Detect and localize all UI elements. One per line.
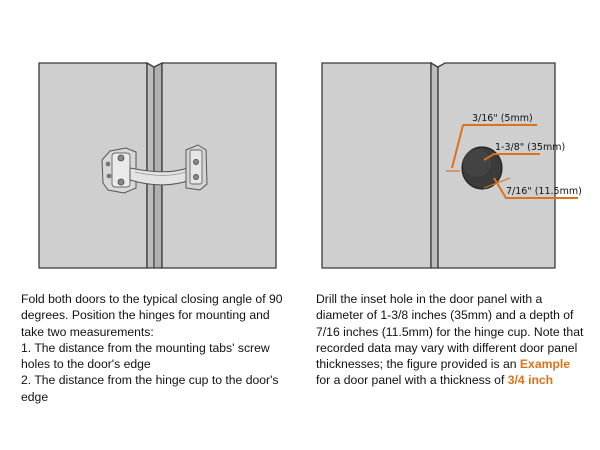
left-door-edge-a xyxy=(147,63,154,268)
screw-hole xyxy=(118,155,124,161)
thickness-highlight: 3/4 inch xyxy=(507,373,554,388)
edge-distance-label: 3/16" (5mm) xyxy=(472,113,533,124)
instructions-text-part1: Drill the inset hole in the door panel with a diameter of 1-3/8 inches (35mm) and a depth of 7/16 inches (11.5mm) for the hinge cup. Note that recorded data may vary with different door panel thicknesses; the figure provided is an xyxy=(316,292,584,372)
right-door-panel-a xyxy=(322,63,431,268)
cup-depth-label: 7/16" (11.5mm) xyxy=(506,186,582,197)
screw-hole xyxy=(118,179,124,185)
right-door-edge xyxy=(431,63,438,268)
left-door-panel-b xyxy=(162,63,276,268)
left-instructions: Fold both doors to the typical closing angle of 90 degrees. Position the hinges for mounting and take two measurements: 1. The distance from the mounting tabs' screw holes to the door's edge 2. The distance from the hinge cup to the door's edge xyxy=(21,292,283,404)
instructions-text-part2: for a door panel with a thickness of xyxy=(316,373,508,388)
right-instructions xyxy=(316,291,584,389)
right-door-illustration xyxy=(322,63,582,268)
example-highlight: Example xyxy=(519,357,571,372)
cup-diameter-label: 1-3/8" (35mm) xyxy=(495,142,566,153)
left-door-edge-b xyxy=(154,63,162,268)
left-door-illustration xyxy=(39,63,276,268)
